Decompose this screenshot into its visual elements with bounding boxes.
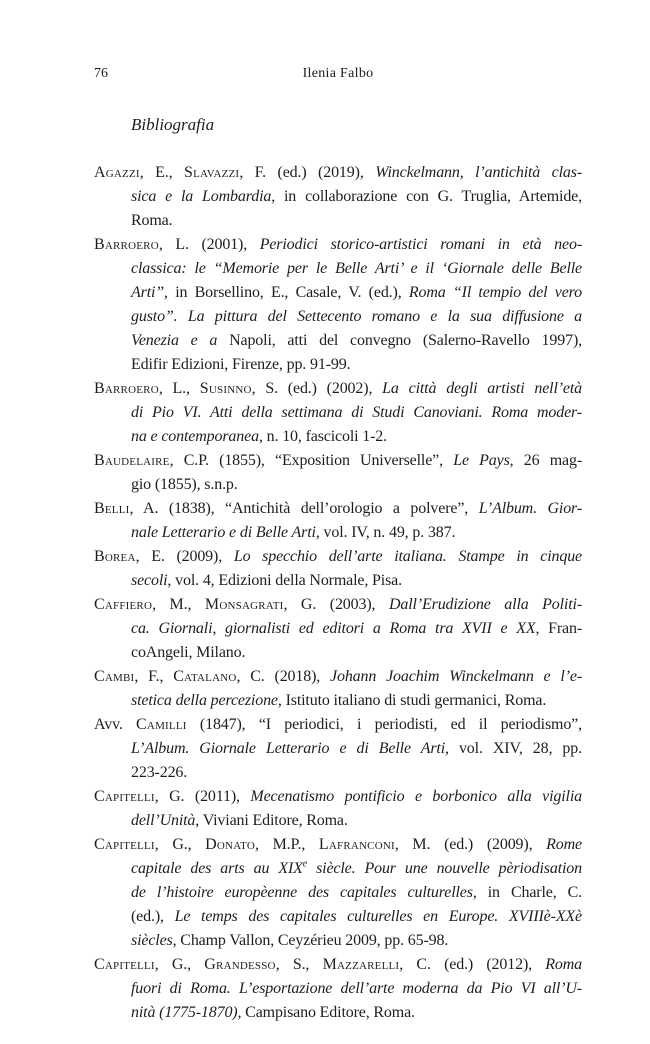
citation-text: , L., — [158, 380, 200, 397]
citation-text: , vol. XIV, 28, pp. — [445, 740, 582, 757]
author-name: Capitelli — [94, 788, 155, 805]
entry-line — [94, 401, 582, 425]
title-text: Dall’Erudizione alla Politi- — [388, 596, 582, 613]
bibliography-entry — [94, 665, 582, 713]
entry-line — [94, 713, 582, 737]
title-text: gusto”. La pittura del Settecento romano e la sua diffusione a — [131, 308, 582, 325]
citation-text: , S. (ed.) (2002), — [251, 380, 383, 397]
citation-text: Campisano Editore, Roma. — [241, 1004, 415, 1021]
citation-text: , n. 10, fascicoli 1-2. — [258, 428, 388, 445]
author-name: Grandesso — [204, 956, 276, 973]
citation-text: , in collaborazione con G. Truglia, Artemide, — [271, 188, 582, 205]
author-name: Donato — [205, 836, 255, 853]
citation-text: , G., — [154, 836, 206, 853]
author-name: Mazzarelli — [322, 956, 400, 973]
citation-text: , M., — [152, 596, 205, 613]
title-text: Arti”, — [131, 284, 168, 301]
title-text: di Pio VI. Atti della settimana di Studi Canoviani. Roma moder- — [131, 404, 582, 421]
citation-text: , vol. IV, n. 49, p. 387. — [315, 524, 456, 541]
author-name: Camilli — [136, 716, 187, 733]
entry-line — [94, 761, 582, 785]
author-name: Monsagrati — [204, 596, 284, 613]
entry-line — [94, 953, 582, 977]
entry-line — [94, 593, 582, 617]
author-name: Borea — [94, 548, 136, 565]
citation-text: Avv. — [94, 716, 137, 733]
entry-line — [94, 473, 582, 497]
citation-text: , in Charle, C. — [472, 884, 582, 901]
title-text: stetica della percezione — [131, 692, 278, 709]
title-text: siècles — [131, 932, 173, 949]
author-name: Capitelli — [94, 836, 155, 853]
citation-text: , S., — [275, 956, 323, 973]
citation-text: gio (1855), s.n.p. — [131, 476, 238, 493]
citation-text: , Champ Vallon, Ceyzérieu 2009, pp. 65-98. — [172, 932, 449, 949]
citation-text: , E. (2009), — [135, 548, 234, 565]
entry-line — [94, 1001, 582, 1025]
author-name: Cambi — [94, 668, 135, 685]
entry-line — [94, 281, 582, 305]
entry-line — [94, 497, 582, 521]
citation-text: 223-226. — [131, 764, 188, 781]
title-text: capitale des arts au XIX — [131, 860, 303, 877]
title-text: L’Album. Gior- — [478, 500, 582, 517]
bibliography-entry — [94, 785, 582, 833]
entry-line — [94, 449, 582, 473]
title-text: Venezia e a — [131, 332, 218, 349]
citation-text: , Istituto italiano di studi germanici, Roma. — [277, 692, 547, 709]
entry-line — [94, 905, 582, 929]
bibliography-entry — [94, 833, 582, 953]
bibliography-entry — [94, 497, 582, 545]
entry-line — [94, 161, 582, 185]
entry-line — [94, 737, 582, 761]
running-head — [94, 66, 582, 86]
entry-line — [94, 545, 582, 569]
entry-line — [94, 617, 582, 641]
section-title: Bibliografia — [131, 115, 215, 134]
entry-line — [94, 785, 582, 809]
title-text: Lo specchio dell’arte italiana. Stampe in cinque — [233, 548, 583, 565]
author-name: Agazzi — [94, 164, 140, 181]
entry-line — [94, 185, 582, 209]
title-text: Rome — [546, 836, 582, 853]
citation-text: , vol. 4, Edizioni della Normale, Pisa. — [167, 572, 402, 589]
entry-line — [94, 881, 582, 905]
title-text: Johann Joachim Winckelmann e l’e- — [330, 668, 582, 685]
citation-text: , Viviani Editore, Roma. — [195, 812, 348, 829]
citation-text: , C. (ed.) (2012), — [399, 956, 546, 973]
bibliography-entry — [94, 161, 582, 233]
title-text: de l’histoire europèenne des capitales culturelles — [131, 884, 473, 901]
citation-text: , E., — [139, 164, 184, 181]
bibliography-entry — [94, 593, 582, 665]
entry-line — [94, 833, 582, 857]
citation-text: , F., — [134, 668, 174, 685]
title-text: Roma “Il tempio del vero — [408, 284, 582, 301]
page-number: 76 — [94, 66, 108, 81]
title-text: Le temps des capitales culturelles en Europe. XVIIIè-XXè — [174, 908, 583, 925]
title-text: nale Letterario e di Belle Arti — [131, 524, 316, 541]
entry-line — [94, 857, 582, 881]
author-name: Baudelaire — [94, 452, 170, 469]
citation-text: , F. (ed.) (2019), — [239, 164, 376, 181]
title-text: dell’Unità — [131, 812, 196, 829]
title-text: secoli — [131, 572, 168, 589]
title-text: L’Album. Giornale Letterario e di Belle Arti — [131, 740, 445, 757]
author-name: Catalano — [173, 668, 237, 685]
citation-text: , G. (2003), — [283, 596, 389, 613]
title-text: Winckelmann, l’antichità clas- — [375, 164, 583, 181]
bibliography-entry — [94, 377, 582, 449]
entry-line — [94, 689, 582, 713]
bibliography-entry — [94, 545, 582, 593]
title-text: e — [302, 858, 308, 870]
entry-line — [94, 809, 582, 833]
citation-text: Edifir Edizioni, Firenze, pp. 91-99. — [131, 356, 351, 373]
entry-line — [94, 353, 582, 377]
author-name: Barroero — [94, 236, 159, 253]
title-text: Le Pays — [453, 452, 510, 469]
citation-text: , 26 mag- — [509, 452, 582, 469]
author-name: Belli — [94, 500, 130, 517]
citation-text: , C. (2018), — [236, 668, 331, 685]
author-name: Capitelli — [94, 956, 155, 973]
title-text: Roma — [545, 956, 583, 973]
entry-line — [94, 425, 582, 449]
citation-text: , G., — [154, 956, 205, 973]
entry-line — [94, 233, 582, 257]
citation-text: in Borsellino, E., Casale, V. (ed.), — [167, 284, 409, 301]
citation-text: (1847), “I periodici, i periodisti, ed il periodismo”, — [186, 716, 582, 733]
entry-line — [94, 665, 582, 689]
citation-text: , M.P., — [255, 836, 319, 853]
author-name: Caffiero — [94, 596, 153, 613]
citation-text: (ed.), — [131, 908, 175, 925]
title-text: fuori di Roma. L’esportazione dell’arte moderna da Pio VI all’U- — [131, 980, 582, 997]
title-text: na e contemporanea — [131, 428, 259, 445]
title-text: La città degli artisti nell’età — [382, 380, 583, 397]
author-name: Barroero — [94, 380, 159, 397]
entry-line — [94, 569, 582, 593]
entry-line — [94, 257, 582, 281]
entry-line — [94, 977, 582, 1001]
citation-text: Roma. — [131, 212, 173, 229]
citation-text: Napoli, atti del convegno (Salerno-Ravello 1997), — [217, 332, 582, 349]
citation-text: , A. (1838), “Antichità dell’orologio a polvere”, — [129, 500, 479, 517]
running-head-author: Ilenia Falbo — [302, 66, 374, 81]
title-text: Periodici storico-artistici romani in età neo- — [259, 236, 582, 253]
title-text: ca. Giornali, giornalisti ed editori a Roma tra XVII e XX — [131, 620, 536, 637]
author-name: Lafranconi — [318, 836, 395, 853]
entry-line — [94, 329, 582, 353]
entry-line — [94, 929, 582, 953]
citation-text: , M. (ed.) (2009), — [394, 836, 547, 853]
entry-line — [94, 641, 582, 665]
entry-line — [94, 521, 582, 545]
citation-text: , Fran- — [535, 620, 583, 637]
citation-text: , G. (2011), — [154, 788, 251, 805]
bibliography-list — [94, 161, 582, 1025]
author-name: Slavazzi — [183, 164, 240, 181]
bibliography-entry — [94, 713, 582, 785]
title-text: sica e la Lombardia — [131, 188, 272, 205]
bibliography-entry — [94, 953, 582, 1025]
entry-line — [94, 209, 582, 233]
author-name: Susinno — [199, 380, 252, 397]
title-text: classica: le “Memorie per le Belle Arti’ e il ‘Giornale delle Belle — [131, 260, 582, 277]
entry-line — [94, 377, 582, 401]
title-text: siècle. Pour une nouvelle pèriodisation — [307, 860, 582, 877]
citation-text: coAngeli, Milano. — [131, 644, 246, 661]
citation-text: , L. (2001), — [158, 236, 260, 253]
title-text: Mecenatismo pontificio e borbonico alla vigilia — [250, 788, 582, 805]
title-text: nità (1775-1870), — [131, 1004, 242, 1021]
citation-text: , C.P. (1855), “Exposition Universelle”, — [169, 452, 454, 469]
entry-line — [94, 305, 582, 329]
bibliography-entry — [94, 449, 582, 497]
bibliography-entry — [94, 233, 582, 377]
